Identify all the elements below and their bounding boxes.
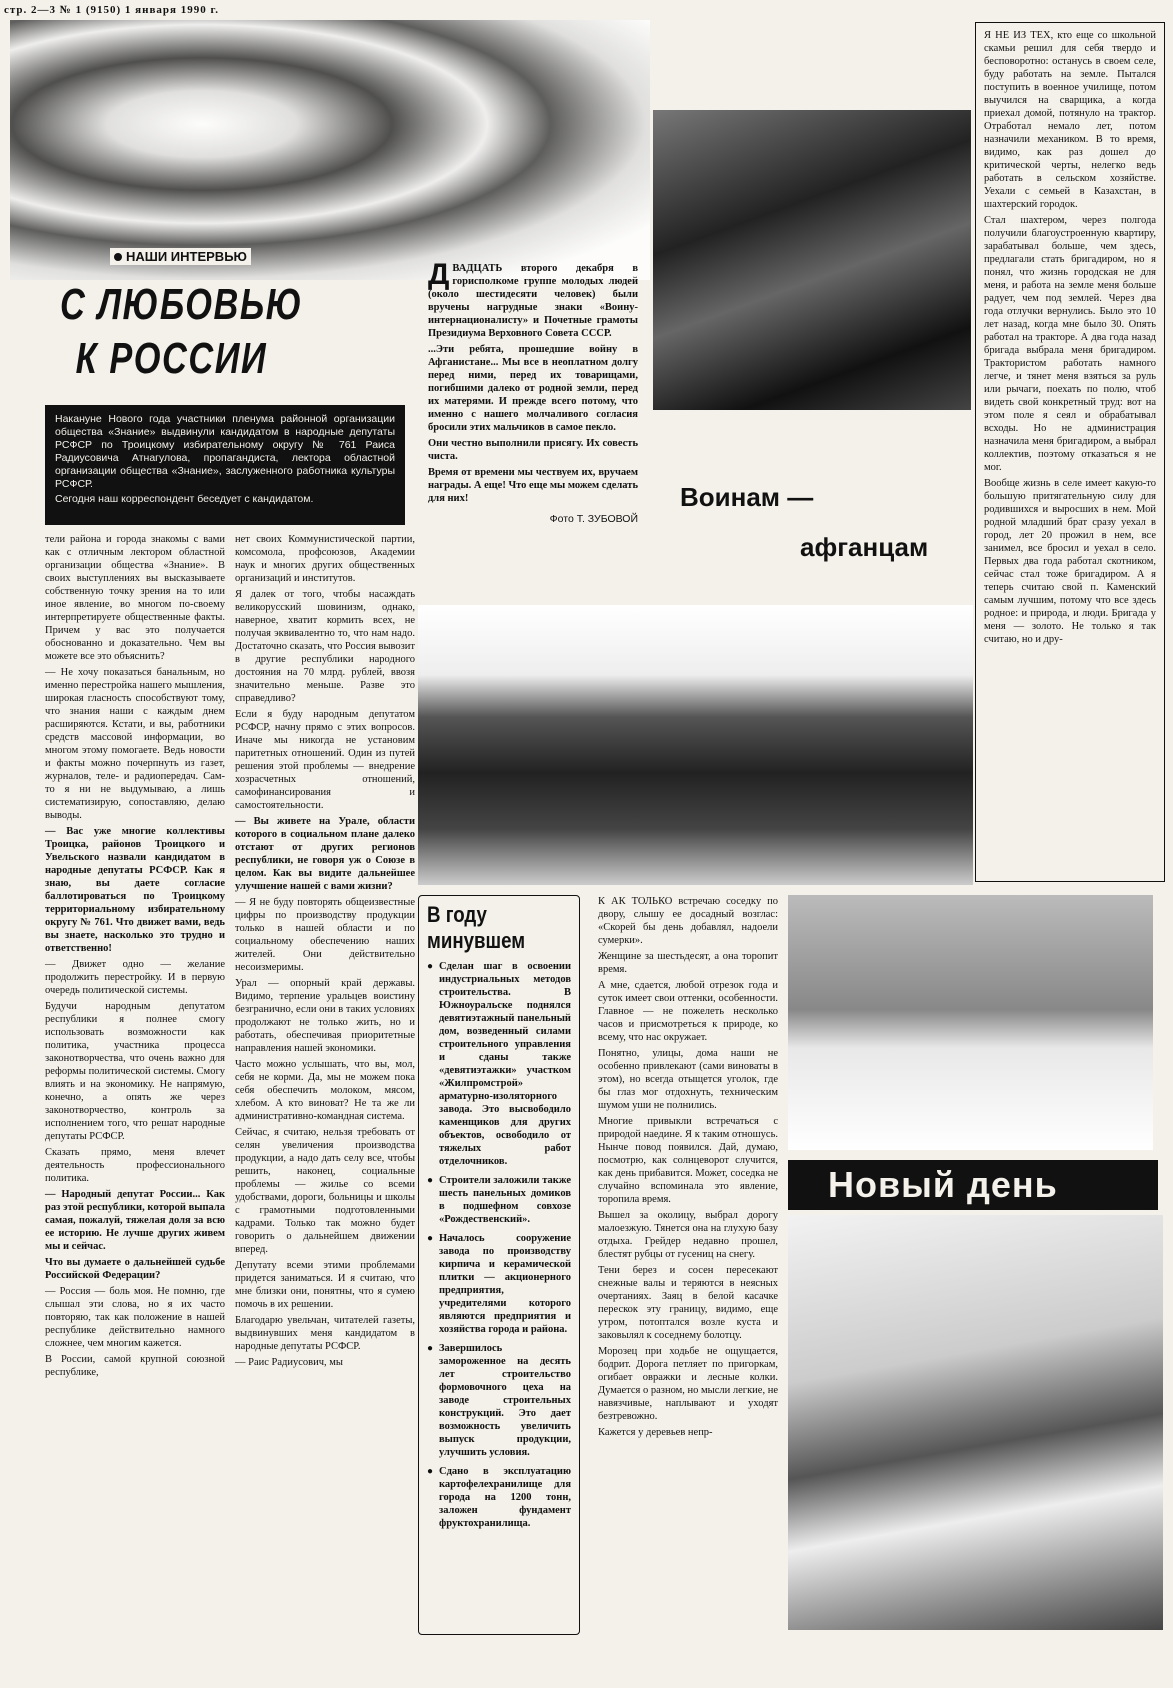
pine-branches-photo	[10, 20, 650, 280]
headline-line-2: К РОССИИ	[75, 334, 268, 383]
lead-box	[45, 405, 405, 525]
year-summary-title: В году минувшем	[427, 902, 526, 953]
story-paragraph: К АК ТОЛЬКО встречаю соседку по двору, слышу ее досадный возглас: «Скорей бы день добавлял, надоели сумерки».	[598, 896, 778, 946]
drop-cap: Д	[428, 258, 450, 291]
story-paragraph: Кажется у деревьев непр-	[598, 1427, 713, 1438]
interview-paragraph: Я далек от того, чтобы насаждать великорусский шовинизм, однако, наверное, хватит кормить всех, не получая эквивалентно то, что нам надо. Достаточно сказать, что Россия вывозит в другие республики народного достояния на 70 млрд. рублей, ввозя значительно меньше. Разве это справедливо?	[235, 589, 415, 704]
list-item: ● Строители заложили также шесть панельных домиков в подшефном совхозе «Рождественский».	[427, 1174, 571, 1226]
story-paragraph: Многие привыкли встречаться с природой наедине. Я к таким отношусь. Нынче повод появился. Дай, думаю, посмотрю, как солнцеворот случится, как день прибавится. Может, соседка не случайно вспоминала это явление, торопила время.	[598, 1116, 778, 1205]
veterans-intro	[428, 258, 638, 529]
interview-paragraph: Депутату всеми этими проблемами придется заниматься. И я считаю, что мне близки они, понятны, что я сумею помочь в их решении.	[235, 1260, 415, 1310]
voinam-line-2: афганцам	[800, 532, 929, 562]
interview-paragraph: — Россия — боль моя. Не помню, где слышал эти слова, но я их часто повторяю, так как положение в нашей республике действительно намного сложнее, чем многим кажется.	[45, 1286, 225, 1349]
story-paragraph: Я НЕ ИЗ ТЕХ, кто еще со школьной скамьи решил для себя твердо и бесповоротно: останусь в своем селе, буду работать на земле. Пытался поступить в военное училище, потом выучился на сварщика, а когда приехал домой, потянуло на трактор. Отработал немало лет, потом назначили механиком. В то время, видимо, как раз дошел до критической черты, нелегко ведь работать в сельском хозяйстве. Уехали с семьей в Казахстан, в шахтерский городок.	[984, 30, 1156, 210]
horse-in-snow-photo	[788, 895, 1153, 1150]
intro-paragraph: Время от времени мы чествуем их, вручаем награды. А еще! Что еще мы можем сделать для них!	[428, 467, 638, 504]
interview-paragraph: — Народный депутат России... Как раз этой республики, которой выпала самая, пожалуй, тяжелая доля за всю ее историю. Не лучше других живем мы и сейчас.	[45, 1189, 225, 1252]
interview-paragraph: В России, самой крупной союзной республике,	[45, 1354, 225, 1378]
new-day-column	[598, 895, 778, 1635]
rubric-text: НАШИ ИНТЕРВЬЮ	[126, 249, 247, 264]
story-paragraph: Стал шахтером, через полгода получили благоустроенную квартиру, зарабатывал больше, чем здесь, предлагали стать бригадиром, но я понял, что жизнь городская не для меня, и работа на земле меня больше радует, чем под землей. Через два года отлучки вернулись. Было это 10 лет назад, когда мне было 30. Опять работал на тракторе. А два года назад бригада выбрала меня бригадиром. Трактористом работать намного легче, и тянет меня взяться за руль или рычаги, поехать по полю, чтоб видеть свой конкретный труд: вот на этом поле я сеял и обрабатывал всходы. Но не администрация назначила меня бригадиром, а выбрал коллектив, поэтому отказаться я не мог.	[984, 215, 1156, 473]
intro-paragraph: ...Эти ребята, прошедшие войну в Афганистане... Мы все в неоплатном долгу перед ними, перед их товарищами, погибшими далеко от родной земли, перед их матерями. И прежде всего потому, что именно с нашего молчаливого согласия бросили этих мальчиков в самое пекло.	[428, 344, 638, 433]
winter-river-photo	[788, 1215, 1163, 1630]
story-paragraph: А мне, сдается, любой отрезок года и суток имеет свои оттенки, особенности. Главное — не пожелеть несколько часов и присмотреться к природе, ко всему, что нас окружает.	[598, 980, 778, 1043]
lead-paragraph: Сегодня наш корреспондент беседует с кандидатом.	[55, 493, 314, 505]
list-item: ● Сделан шаг в освоении индустриальных методов строительства. В Южноуральске поднялся девятиэтажный панельный дом, возведенный силами строительного управления и сданы также «девятиэтажки» участком «Жилпромстрой» арматурно-изоляторного завода. Это высвободило каменщиков для других объектов, освободило от тяжелых работ отделочников.	[427, 960, 571, 1168]
story-paragraph: Морозец при ходьбе не ощущается, бодрит. Дорога петляет по пригоркам, огибает овражки и лесные колки. Думается о разном, но мысли легкие, не навязчивые, наплывают и уходят безтревожно.	[598, 1346, 778, 1422]
interview-paragraph: Урал — опорный край державы. Видимо, терпение уральцев воистину безгранично, если они в таких условиях продолжают не только жить, но и работать, обеспечивая приоритетные направления нашей экономики.	[235, 978, 415, 1054]
interview-paragraph: Часто можно услышать, что вы, мол, себя не корми. Да, мы не можем пока себя обеспечить молоком, мясом, хлебом. А кто виноват? Не та же ли административно-командная система.	[235, 1059, 415, 1122]
year-summary-box	[418, 895, 580, 1635]
voinam-title	[660, 470, 960, 580]
interview-paragraph: Будучи народным депутатом республики я полнее смогу использовать возможности как политика, участника процесса законотворчества, что очень важно для реформы политической системы. Смогу влиять и на экономику. Не напрямую, конечно, а опять же через законотворчество, контроль за исполнением того, что решат народные депутаты РСФСР.	[45, 1001, 225, 1142]
interview-paragraph: Благодарю увельчан, читателей газеты, выдвинувших меня кандидатом в народные депутаты РСФСР.	[235, 1315, 415, 1352]
brigadier-story	[984, 29, 1156, 646]
interview-paragraph: Сейчас, я считаю, нельзя требовать от селян увеличения производства продукции, а надо дать селу все, чтобы решить, наконец, социальные проблемы — жилье со всеми удобствами, дороги, больницы и школы с грамотными подготовленными кадрами. Только так можно будет говорить о дальнейшем движении вперед.	[235, 1127, 415, 1255]
headline-line-1: С ЛЮБОВЬЮ	[60, 280, 304, 329]
new-day-title: Новый день	[788, 1160, 1158, 1210]
interview-paragraph: Что вы думаете о дальнейшей судьбе Российской Федерации?	[45, 1257, 225, 1281]
interview-paragraph: — Раис Радиусович, мы	[235, 1357, 343, 1368]
interview-paragraph: — Вы живете на Урале, области которого в социальном плане далеко отстают от других регионов республики, не говоря уж о Союзе в целом. Как вы видите дальнейшее улучшение нашей с вами жизни?	[235, 816, 415, 892]
interview-column-2	[235, 533, 415, 1668]
story-paragraph: Понятно, улицы, дома наши не особенно привлекают (сами виноваты в этом), но всегда отыщется уголок, где бы глаз мог отдохнуть, техническим шумом уши не полнились.	[598, 1048, 778, 1111]
rubric	[110, 248, 251, 265]
intro-first-paragraph: ДВАДЦАТЬ второго декабря в горисполкоме группе молодых людей (около шестидесяти человек) были вручены нагрудные знаки «Воину-интернационалисту» и Почетные грамоты Президиума Верховного Совета СССР.	[428, 258, 638, 339]
interview-paragraph: нет своих Коммунистической партии, комсомола, профсоюзов, Академии наук и многих других общественных организаций и институтов.	[235, 534, 415, 584]
photo-credit: Фото Т. ЗУБОВОЙ	[549, 513, 638, 525]
interview-paragraph: — Движет одно — желание продолжить перестройку. И в первую очередь политической системы.	[45, 959, 225, 996]
interview-paragraph: Если я буду народным депутатом РСФСР, начну прямо с этих вопросов. Иначе мы никогда не установим паритетных отношений. Один из путей решения этой проблемы — внедрение хозрасчетных отношений, самофинансирования и самостоятельности.	[235, 709, 415, 811]
bullet-icon	[114, 253, 122, 261]
headline	[60, 278, 341, 386]
lead-paragraph: Накануне Нового года участники пленума районной организации общества «Знание» выдвинули кандидатом в народные депутаты РСФСР по Троицкому избирательному округу № 761 Раиса Радиусовича Атнагулова, пропагандиста, лектора областной организации общества «Знание», заслуженного работника культуры РСФСР.	[55, 413, 395, 490]
award-ceremony-photo	[653, 110, 971, 410]
story-paragraph: Женщине за шестьдесят, а она торопит время.	[598, 951, 778, 975]
interview-paragraph: Сказать прямо, меня влечет деятельность профессионального политика.	[45, 1147, 225, 1184]
veterans-group-photo	[418, 605, 973, 885]
folio: стр. 2—3 № 1 (9150) 1 января 1990 г.	[4, 4, 219, 16]
interview-paragraph: — Вас уже многие коллективы Троицка, районов Троицкого и Увельского назвали кандидатом в народные депутаты РСФСР. Как я знаю, вы даете согласие баллотироваться по Троицкому территориальному избирательному округу № 761. Что движет вами, ведь вы знаете, насколько это трудно и ответственно!	[45, 826, 225, 954]
voinam-line-1: Воинам —	[680, 482, 814, 512]
story-paragraph: Тени берез и сосен пересекают снежные валы и теряются в неясных очертаниях. Заяц в белой касачке перескок эту границу, видимо, еще утром, потоптался возле куста и заковылял к соседнему болотцу.	[598, 1265, 778, 1341]
story-paragraph: Вышел за околицу, выбрал дорогу малоезжую. Тянется она на глухую базу отдыха. Грейдер недавно прошел, блестят рубцы от гусениц на снегу.	[598, 1210, 778, 1260]
interview-paragraph: — Не хочу показаться банальным, но именно перестройка нашего мышления, широкая гласность способствуют тому, что знания наши с каждым днем расширяются. Кстати, и вы, работники средств массовой информации, во многом этому помогаете. Ведь новости и факты можно почерпнуть из газет, журналов, теле- и радиопередач. Сам-то я ни не выдумываю, а лишь систематизирую, сопоставляю, делаю выводы.	[45, 667, 225, 821]
list-item: ● Началось сооружение завода по производству кирпича и керамической плитки — акционерного предприятия, учредителями которого являются предприятия и хозяйства города и района.	[427, 1232, 571, 1336]
list-item: ● Сдано в эксплуатацию картофелехранилище для города на 1200 тонн, заложен фундамент фруктохранилища.	[427, 1465, 571, 1530]
intro-paragraph: Они честно выполнили присягу. Их совесть чиста.	[428, 438, 638, 462]
interview-paragraph: тели района и города знакомы с вами как с отличным лектором областной организации общества «Знание». В своих выступлениях вы высказываете собственную точку зрения на то или иное явление, во многом по-своему интерпретируете общественные факты. Причем у вас это получается обоснованно и доказательно. Чем вы можете все это объяснить?	[45, 534, 225, 662]
brigadier-story-box	[975, 22, 1165, 882]
story-paragraph: Вообще жизнь в селе имеет какую-то большую притягательную силу для родившихся и выросших в нем. Мой родной младший брат сразу уехал в город, лет 20 прожил в нем, все занимел, все бросил и уехал в село. Первых два года работал скотником, сейчас стал тоже бригадиром. А я теперь считаю свой п. Каменский самым лучшим, потому что все здесь родное: и природа, и люди. Бригада у меня — золото. Не только я так считаю, но и дру-	[984, 478, 1156, 645]
interview-column-1	[45, 533, 225, 1668]
year-summary-list	[427, 960, 571, 1530]
interview-paragraph: — Я не буду повторять общеизвестные цифры по производству продукции только в нашей области и по социальному обеспечению наших жителей. Они действительно несоизмеримы.	[235, 897, 415, 973]
list-item: ● Завершилось замороженное на десять лет строительство формовочного цеха на заводе строительных конструкций. Это дает возможность увеличить выпуск продукции, улучшить условия.	[427, 1342, 571, 1459]
